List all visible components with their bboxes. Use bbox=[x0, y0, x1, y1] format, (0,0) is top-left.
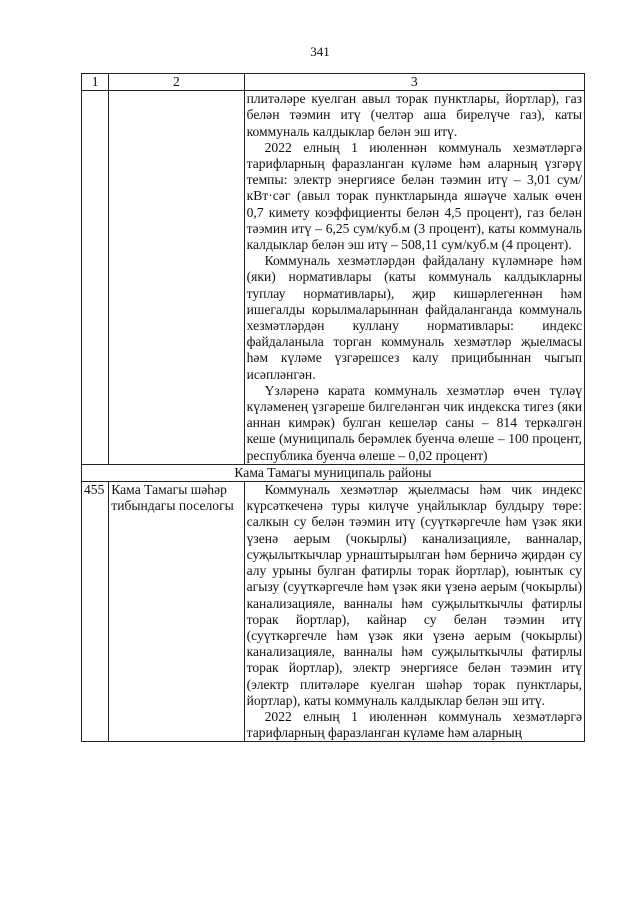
header-col-3: 3 bbox=[244, 74, 584, 91]
header-col-1: 1 bbox=[82, 74, 109, 91]
table-header-row bbox=[82, 74, 585, 91]
table-row-455 bbox=[82, 482, 585, 742]
tariff-paragraph: 2022 елның 1 июленнән коммуналь хезмәтләргә тарифларның фаразланган күләме һәм аларның үзгәрү темпы: электр энергиясе белән тәэмин итү – 3,01 сум/кВт·сәг (авыл торак пунктларында яшәүче халык өчен 0,7 кимету коэффициенты белән 4,5 процент), газ белән тәэмин итү – 6,25 сум/куб.м (3 процент), каты коммуналь калдыклар белән эш итү – 508,11 сум/куб.м (4 процент). bbox=[246, 139, 582, 253]
continuation-name-cell bbox=[109, 91, 244, 465]
continuation-text-cell bbox=[244, 91, 584, 465]
continuation-number-cell bbox=[82, 91, 109, 465]
municipality-name: Кама Тамагы шәһәр тибындагы поселогы bbox=[109, 482, 244, 742]
services-paragraph: Коммуналь хезмәтләр җыелмасы һәм чик индекс күрсәткеченә туры килүче уңайлыклар булдыру төре: салкын су белән тәэмин итү (суүткәргечле һәм үзәк яки үзенә аерым (чокырлы) канализацияле, ванналар, суҗылыткычлар урнаштырылган һәм берничә җирдән су алу урыны булган фатирлы торак йортлар), юынтык су агызу (суүткәргечле һәм үзәк яки үзенә аерым (чокырлы) канализацияле, ванналы һәм суҗылыткычлы фатирлы торак йортлар), кайнар су белән тәэмин итү (суүткәргечле һәм үзәк яки үзенә аерым (чокырлы) канализацияле, ванналы һәм суҗылыткычлы фатирлы торак йортлар), электр энергиясе белән тәэмин итү (электр плитәләре куелган шәһәр торак пунктлары, йортлар), каты коммуналь калдыклар белән эш итү. bbox=[246, 482, 582, 708]
norms-paragraph: Коммуналь хезмәтләрдән файдалану күләмнәре һәм (яки) нормативлары (каты коммуналь калдыкларны туплау нормативлары), җир кишәрлегеннән һәм ишегалды корылмаларыннан файдаланганда коммуналь хезмәтләрдән куллану нормативлары: индекс файдаланыла торган коммуналь хезмәтләр җыелмасы һәм күләме үзгәрешсез калу прицибыннан чыгып исәпләнгән. bbox=[246, 253, 582, 382]
tariff-table bbox=[81, 73, 585, 742]
tariff-paragraph-start: 2022 елның 1 июленнән коммуналь хезмәтләргә тарифларның фаразланган күләме һәм аларның bbox=[246, 708, 582, 741]
row-number: 455 bbox=[82, 482, 109, 742]
page-number: 341 bbox=[310, 44, 330, 59]
row-455-text-cell bbox=[244, 482, 584, 742]
table-row-continuation bbox=[82, 91, 585, 465]
persons-paragraph: Үзләренә карата коммуналь хезмәтләр өчен түләү күләменең үзгәреше билгеләнгән чик индекска тигез (яки аннан кимрәк) булган кешеләр саны – 814 теркәлгән кеше (муниципаль берәмлек буенча өлеше – 100 процент, республика буенча өлеше – 0,02 процент) bbox=[246, 382, 582, 463]
header-col-2: 2 bbox=[109, 74, 244, 91]
section-title: Кама Тамагы муниципаль районы bbox=[82, 464, 585, 481]
section-row bbox=[82, 464, 585, 481]
continuation-paragraph: плитәләре куелган авыл торак пунктлары, йортлар), газ белән тәэмин итү (челтәр аша бирелүче газ), каты коммуналь калдыклар белән эш итү. bbox=[246, 91, 582, 139]
